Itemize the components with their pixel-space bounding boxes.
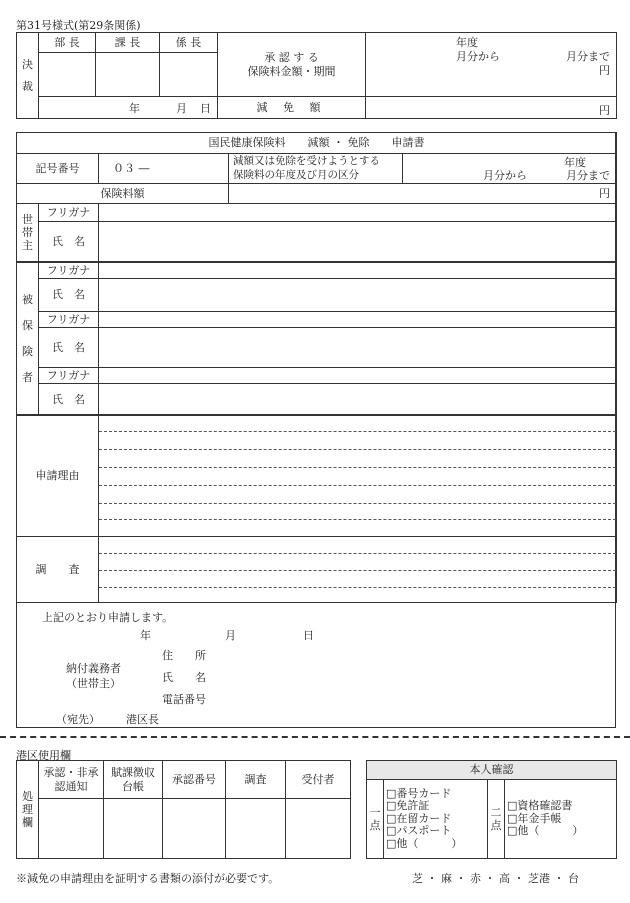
survey-field[interactable] xyxy=(99,537,617,603)
form-title: 国民健康保険料 減額 ・ 免除 申請書 xyxy=(17,133,617,154)
date-month: 月 xyxy=(225,629,236,642)
address-field[interactable] xyxy=(230,645,600,663)
head-furigana-field[interactable] xyxy=(99,204,617,222)
insured2-furigana-field[interactable] xyxy=(99,312,617,328)
survey-line-1 xyxy=(99,553,616,554)
period-month-from: 月分から xyxy=(483,169,527,182)
payer-name-field[interactable] xyxy=(230,667,600,685)
survey-office-field[interactable] xyxy=(226,799,286,859)
processing-label-text: 処理欄 xyxy=(22,789,33,829)
period-month-to: 月分まで xyxy=(566,169,611,182)
insured-table xyxy=(16,262,617,416)
reduction-amount-field[interactable]: 円 xyxy=(366,97,617,119)
col-receiver: 受付者 xyxy=(286,761,351,799)
head-label xyxy=(17,204,39,262)
approval-number-field[interactable] xyxy=(163,799,226,859)
bucho-stamp[interactable] xyxy=(39,53,96,97)
reason-line-5 xyxy=(99,503,616,504)
id-check-table xyxy=(366,760,617,859)
insured1-name-label: 氏 名 xyxy=(39,279,99,312)
reason-table xyxy=(16,414,617,603)
insured1-name-field[interactable] xyxy=(99,279,617,312)
kacho-stamp[interactable] xyxy=(96,53,160,97)
insured1-furigana-label: フリガナ xyxy=(39,263,99,279)
reason-line-2 xyxy=(99,449,616,450)
processing-label xyxy=(17,761,39,859)
approval-year: 年 xyxy=(129,102,140,115)
phone-label: 電話番号 xyxy=(162,693,206,706)
insured2-name-label: 氏 名 xyxy=(39,328,99,368)
col-levy-ledger: 賦課徴収 台帳 xyxy=(104,761,163,799)
record-no-field[interactable]: ０３ ― xyxy=(99,154,229,184)
approval-month: 月 xyxy=(176,102,187,115)
two-point-label xyxy=(488,780,505,859)
id-passport[interactable]: □パスポート xyxy=(386,824,452,838)
head-furigana-label: フリガナ xyxy=(39,204,99,222)
approval-yen-1: 円 xyxy=(599,64,610,77)
approval-month-from: 月分から xyxy=(456,50,500,63)
insured3-name-label: 氏 名 xyxy=(39,384,99,416)
processing-table xyxy=(16,760,351,859)
one-point-label xyxy=(367,780,384,859)
insured1-furigana-field[interactable] xyxy=(99,263,617,279)
col-approval-notice: 承認・非承 認通知 xyxy=(39,761,104,799)
addressee-label: （宛先） xyxy=(56,713,100,726)
application-table xyxy=(16,132,617,204)
insured-label xyxy=(17,263,39,416)
head-label-text: 世帯主 xyxy=(22,212,33,252)
declaration-text: 上記のとおり申請します。 xyxy=(42,611,174,624)
period-field[interactable] xyxy=(403,154,617,184)
reason-line-3 xyxy=(99,467,616,468)
insured2-furigana-label: フリガナ xyxy=(39,312,99,328)
approval-table xyxy=(16,32,617,119)
mayor-label: 港区長 xyxy=(126,713,159,726)
survey-line-2 xyxy=(99,570,616,571)
head-table xyxy=(16,203,617,262)
reason-label: 申請理由 xyxy=(17,415,99,537)
insured3-furigana-field[interactable] xyxy=(99,368,617,384)
branch-offices: 芝 ・ 麻 ・ 赤 ・ 高 ・ 芝港 ・ 台 xyxy=(412,872,579,885)
insured3-furigana-label: フリガナ xyxy=(39,368,99,384)
two-point-text: 二点 xyxy=(490,805,502,832)
premium-field[interactable]: 円 xyxy=(229,184,617,204)
approved-period-field[interactable] xyxy=(366,33,617,97)
approval-date[interactable] xyxy=(39,97,218,119)
id-residence-card[interactable]: □在留カード xyxy=(386,811,452,825)
receiver-field[interactable] xyxy=(286,799,351,859)
kakaricho-header: 係 長 xyxy=(160,33,218,53)
form-number: 第31号様式(第29条関係) xyxy=(16,19,141,32)
date-year: 年 xyxy=(140,629,151,642)
id-pension-book[interactable]: □年金手帳 xyxy=(507,811,562,825)
id-license[interactable]: □免許証 xyxy=(386,799,430,813)
insured2-name-field[interactable] xyxy=(99,328,617,368)
kakaricho-stamp[interactable] xyxy=(160,53,218,97)
insured-label-text: 被保険者 xyxy=(22,293,33,384)
survey-label: 調 査 xyxy=(17,537,99,603)
office-use-title: 港区使用欄 xyxy=(16,749,71,762)
approval-month-to: 月分まで xyxy=(566,50,610,63)
id-my-number-card[interactable]: □番号カード xyxy=(386,786,452,800)
col-approval-number: 承認番号 xyxy=(163,761,226,799)
insured3-name-field[interactable] xyxy=(99,384,617,416)
reason-line-4 xyxy=(99,485,616,486)
period-fiscal-year: 年度 xyxy=(564,156,587,169)
premium-label: 保険料額 xyxy=(17,184,229,204)
id-other-two[interactable]: □他（ ） xyxy=(507,824,584,838)
payer-label: 納付義務者 （世帯主） xyxy=(66,662,121,690)
phone-field[interactable] xyxy=(230,689,600,707)
id-qualification-cert[interactable]: □資格確認書 xyxy=(507,799,573,813)
approval-day: 日 xyxy=(200,102,211,115)
bucho-header: 部 長 xyxy=(39,33,96,53)
reason-line-1 xyxy=(99,431,616,432)
reason-line-6 xyxy=(99,519,616,520)
reason-field[interactable] xyxy=(99,415,617,537)
period-label: 減額又は免除を受けようとする 保険料の年度及び月の区分 xyxy=(229,154,403,184)
approval-fiscal-year: 年度 xyxy=(456,36,478,49)
head-name-field[interactable] xyxy=(99,222,617,262)
col-survey: 調査 xyxy=(226,761,286,799)
cut-line xyxy=(0,736,630,738)
date-day: 日 xyxy=(303,629,314,642)
id-check-title: 本人確認 xyxy=(367,761,617,780)
one-point-text: 一点 xyxy=(369,805,381,832)
id-one-list xyxy=(384,780,488,859)
address-label: 住 所 xyxy=(162,649,206,662)
reduction-label: 減 免 額 xyxy=(218,97,366,119)
id-other-one[interactable]: □他（ ） xyxy=(386,836,463,850)
kessai-label xyxy=(17,33,39,119)
levy-ledger-field[interactable] xyxy=(104,799,163,859)
approval-notice-field[interactable] xyxy=(39,799,104,859)
name-label: 氏 名 xyxy=(162,671,206,684)
head-name-label: 氏 名 xyxy=(39,222,99,262)
record-no-label: 記号番号 xyxy=(17,154,99,184)
id-two-list xyxy=(505,780,617,859)
survey-line-3 xyxy=(99,587,616,588)
footer-note: ※減免の申請理由を証明する書類の添付が必要です。 xyxy=(16,872,280,885)
kessai-text: 決裁 xyxy=(22,57,33,93)
approved-amount-label: 承 認 す る 保険料金額・期間 xyxy=(218,33,366,97)
kacho-header: 課 長 xyxy=(96,33,160,53)
